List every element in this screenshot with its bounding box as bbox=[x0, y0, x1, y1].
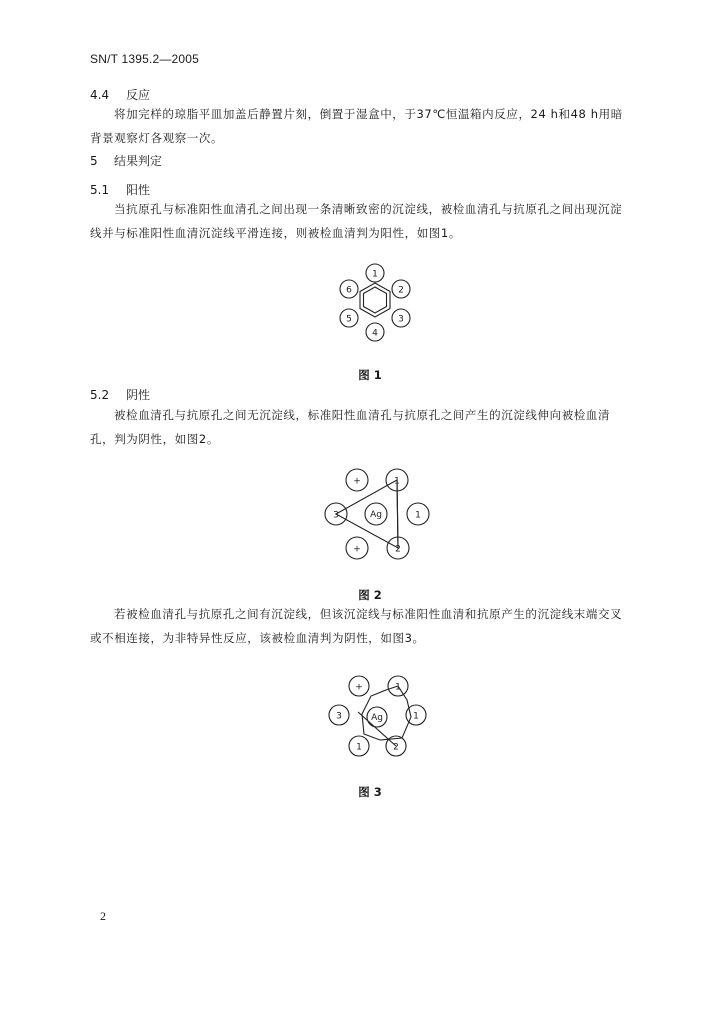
well-label: + bbox=[353, 544, 361, 555]
nonspecific-paragraph: 若被检血清孔与抗原孔之间有沉淀线，但该沉淀线与标准阳性血清和抗原产生的沉淀线末端交叉或不相连接，为非特异性反应，该被检血清判为阴性，如图3。 bbox=[90, 607, 623, 645]
section-heading-5-2 bbox=[90, 387, 150, 403]
well-label: 1 bbox=[415, 510, 421, 521]
section-paragraph-4-4: 将加完样的琼脂平皿加盖后静置片刻，倒置于湿盒中，于37℃恒温箱内反应，24 h和48 h用暗背景观察灯各观察一次。 bbox=[90, 107, 623, 145]
figure-1-caption: 图 1 bbox=[358, 368, 382, 382]
well-label: 2 bbox=[393, 742, 399, 753]
section-heading-5-1 bbox=[90, 182, 150, 198]
center-label: Ag bbox=[371, 713, 383, 723]
section-number: 4.4 bbox=[90, 88, 110, 102]
well-label: 2 bbox=[398, 285, 404, 296]
well-label: 1 bbox=[356, 742, 362, 753]
figure-2-diagram bbox=[312, 462, 436, 570]
section-title: 阳性 bbox=[126, 183, 151, 197]
well-label: 3 bbox=[398, 314, 404, 325]
well-label: 4 bbox=[372, 328, 378, 339]
section-paragraph-5-2: 被检血清孔与抗原孔之间无沉淀线，标准阳性血清孔与抗原孔之间产生的沉淀线伸向被检血清孔，判为阴性，如图2。 bbox=[90, 408, 611, 446]
standard-number: SN/T 1395.2—2005 bbox=[90, 52, 200, 66]
figure-1-diagram bbox=[325, 258, 425, 350]
well-label: 1 bbox=[413, 711, 419, 722]
well-label: + bbox=[353, 476, 361, 487]
section-title: 反应 bbox=[126, 88, 151, 102]
precipitation-triangle bbox=[336, 480, 398, 548]
section-title: 阴性 bbox=[126, 388, 151, 402]
section-paragraph-5-1: 当抗原孔与标准阳性血清孔之间出现一条清晰致密的沉淀线，被检血清孔与抗原孔之间出现沉淀线并与标准阳性血清沉淀线平滑连接，则被检血清判为阳性，如图1。 bbox=[90, 202, 623, 240]
section-heading-5 bbox=[90, 153, 162, 169]
section-title: 结果判定 bbox=[114, 154, 163, 168]
figure-2-caption: 图 2 bbox=[358, 588, 382, 602]
center-label: Ag bbox=[370, 510, 382, 520]
section-number: 5.1 bbox=[90, 183, 110, 197]
well-label: 1 bbox=[372, 269, 378, 280]
well-label: + bbox=[355, 682, 363, 693]
well-label: 1 bbox=[394, 476, 400, 487]
section-heading-4-4 bbox=[90, 87, 150, 103]
well-label: 5 bbox=[346, 314, 352, 325]
center-hexagon-outer bbox=[360, 283, 390, 317]
well-label: 1 bbox=[395, 682, 401, 693]
center-hexagon-inner bbox=[364, 287, 387, 313]
figure-3-diagram bbox=[318, 672, 434, 768]
section-number: 5.2 bbox=[90, 388, 110, 402]
well-label: 3 bbox=[333, 510, 339, 521]
precipitation-line bbox=[397, 480, 398, 548]
section-number: 5 bbox=[90, 154, 98, 168]
well-label: 2 bbox=[395, 544, 401, 555]
well-label: 6 bbox=[346, 285, 352, 296]
page-number: 2 bbox=[100, 909, 106, 923]
figure-3-caption: 图 3 bbox=[358, 785, 382, 799]
well-label: 3 bbox=[336, 711, 342, 722]
